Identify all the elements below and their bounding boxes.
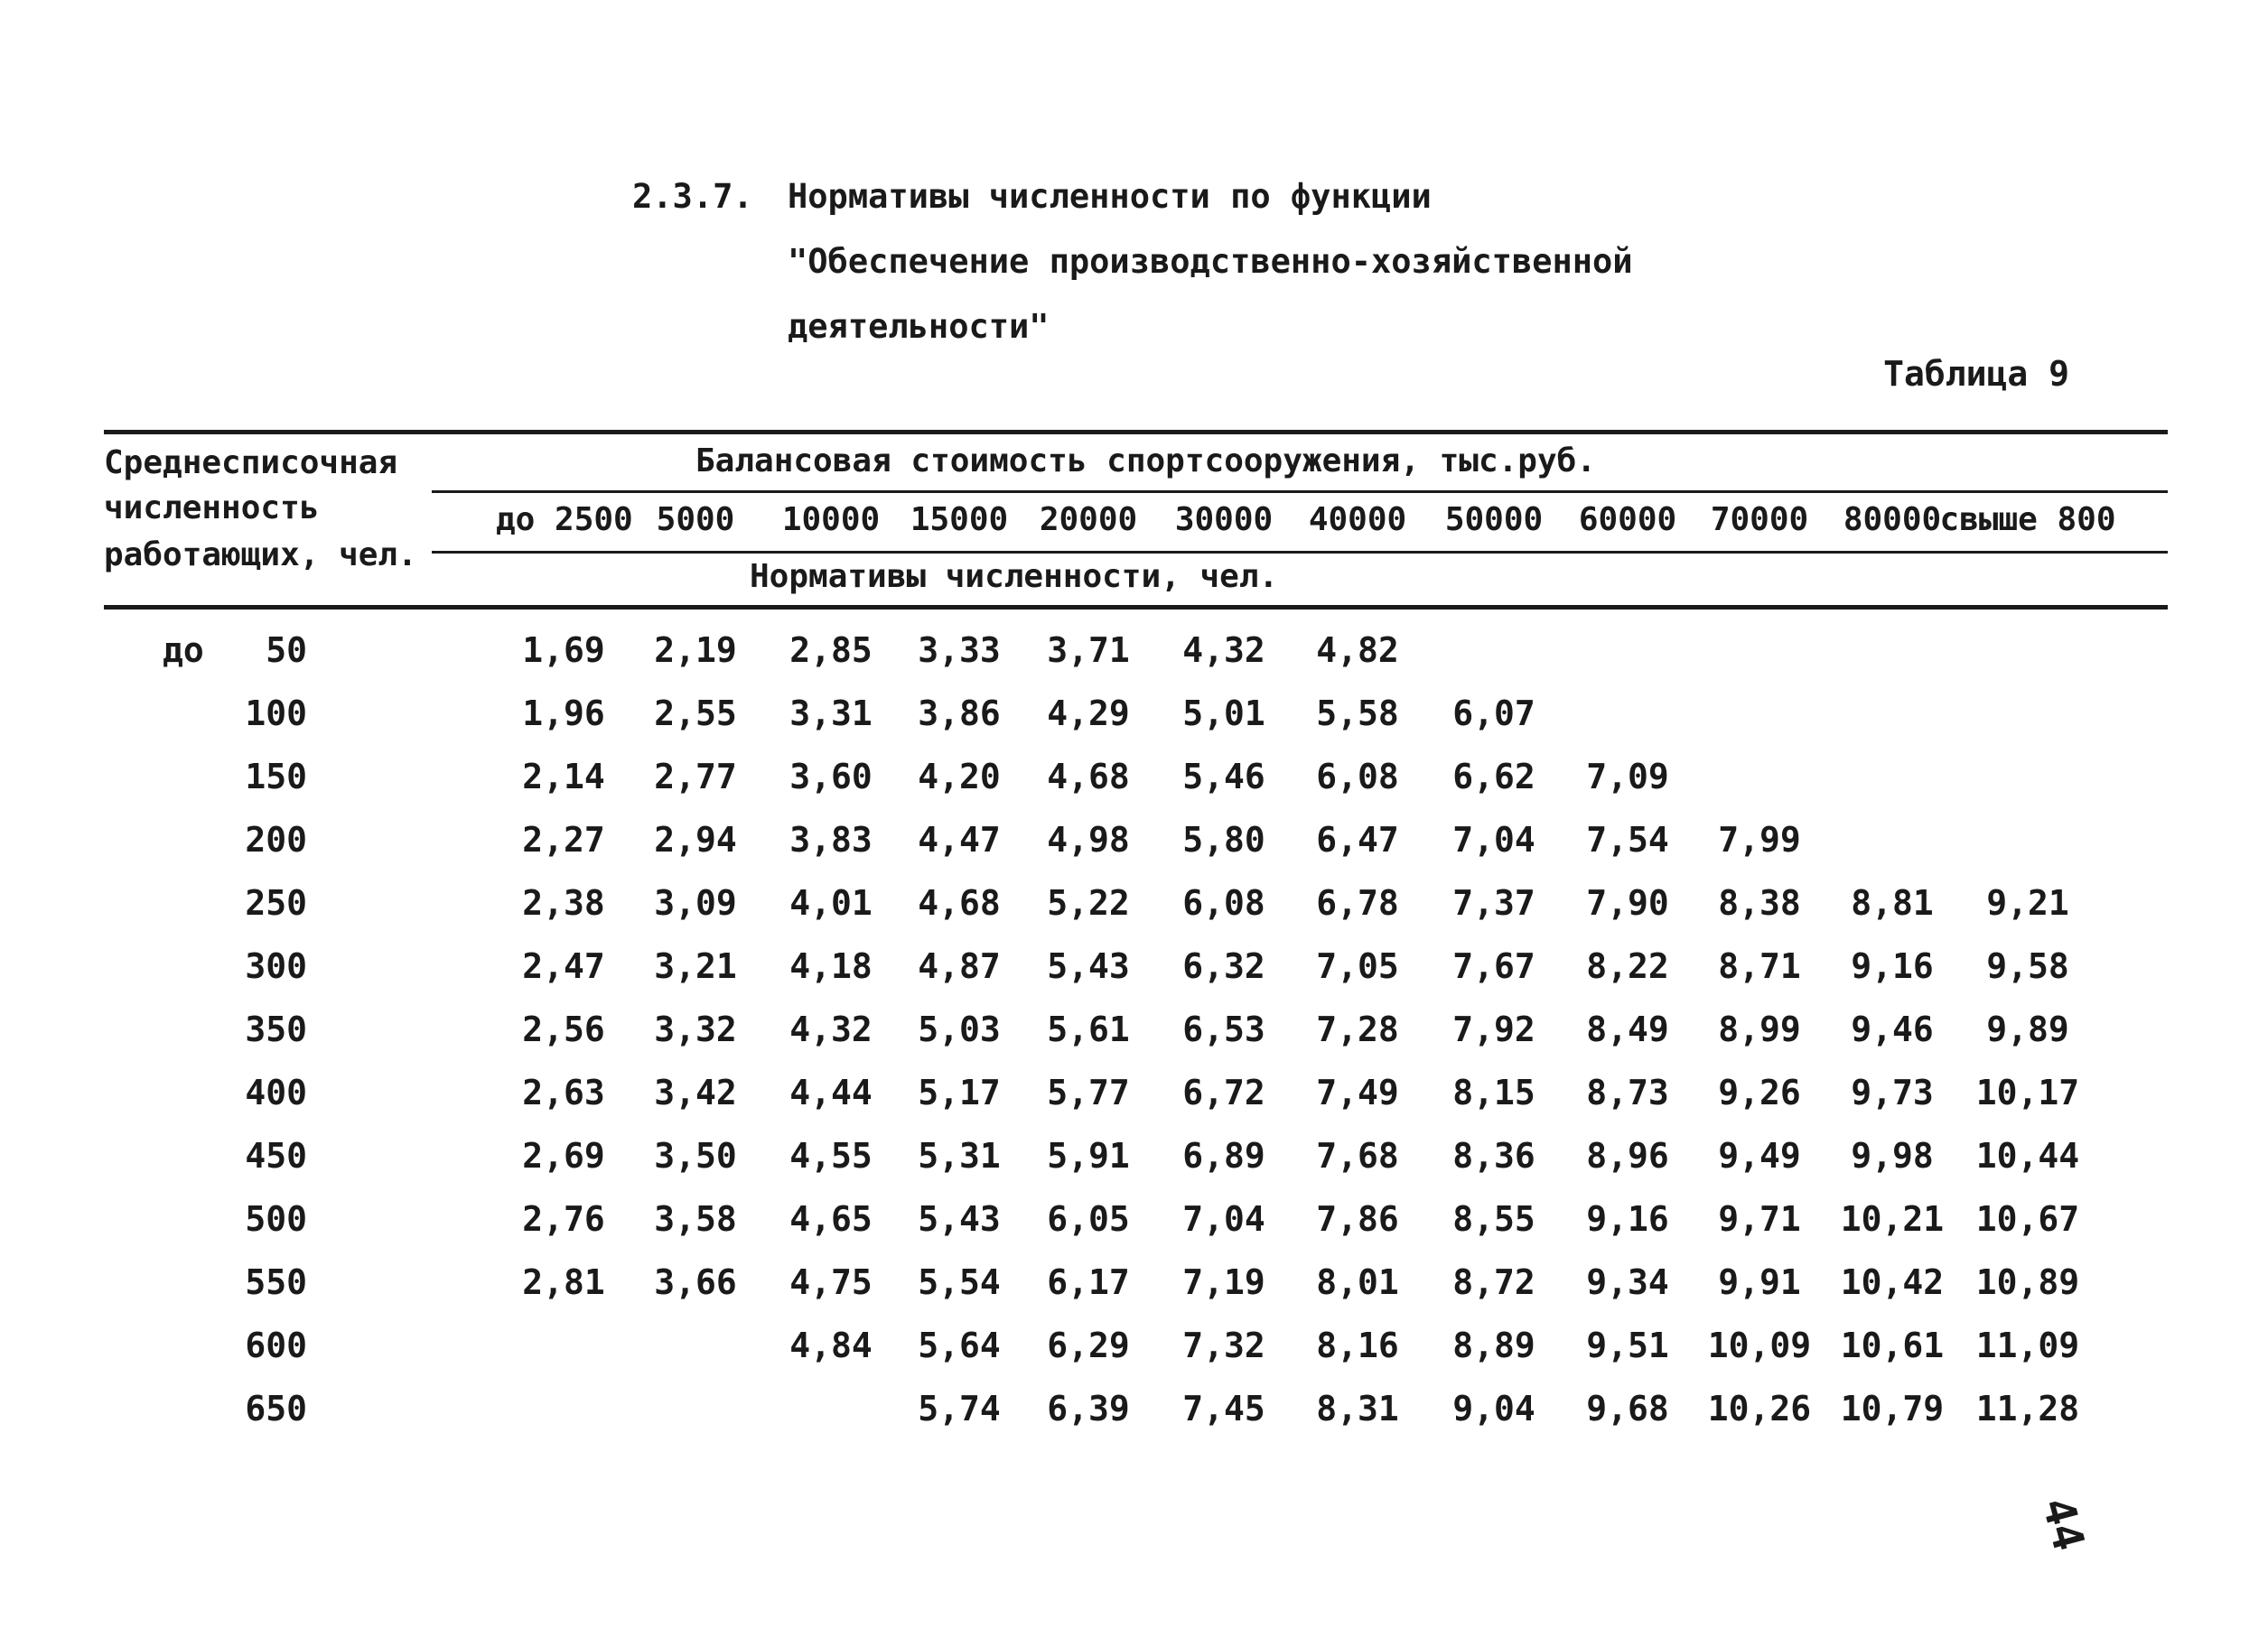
table-cell: 6,08 xyxy=(1316,757,1399,796)
table-cell: 6,62 xyxy=(1452,757,1535,796)
table-cell: 6,29 xyxy=(1047,1326,1130,1365)
table-cell: 9,46 xyxy=(1851,1010,1934,1049)
table-cell: 9,58 xyxy=(1986,946,2069,986)
table-cell: 5,74 xyxy=(918,1389,1001,1429)
table-cell: 3,33 xyxy=(918,630,1001,670)
table-cell: 7,05 xyxy=(1316,946,1399,986)
table-cell: 6,53 xyxy=(1182,1010,1265,1049)
table-cell: 11,09 xyxy=(1975,1326,2080,1365)
row-label: 450 xyxy=(245,1136,307,1176)
table-cell: 7,28 xyxy=(1316,1010,1399,1049)
table-cell: 2,63 xyxy=(522,1073,605,1112)
table-cell: 2,27 xyxy=(522,820,605,860)
group-header-rule xyxy=(432,490,2168,493)
row-label: 500 xyxy=(245,1199,307,1239)
table-cell: 9,73 xyxy=(1851,1073,1934,1112)
table-cell: 4,32 xyxy=(1182,630,1265,670)
table-cell: 3,66 xyxy=(654,1262,737,1302)
table-cell: 10,21 xyxy=(1840,1199,1945,1239)
column-header: 5000 xyxy=(656,501,735,538)
column-header-rule xyxy=(432,551,2168,554)
table-cell: 5,43 xyxy=(1047,946,1130,986)
table-cell: 9,04 xyxy=(1452,1389,1535,1429)
row-label: 200 xyxy=(245,820,307,860)
table-cell: 4,65 xyxy=(789,1199,873,1239)
table-cell: 4,55 xyxy=(789,1136,873,1176)
table-cell: 2,76 xyxy=(522,1199,605,1239)
table-cell: 4,75 xyxy=(789,1262,873,1302)
row-label: 150 xyxy=(245,757,307,796)
table-cell: 8,71 xyxy=(1718,946,1801,986)
table-cell: 7,37 xyxy=(1452,883,1535,923)
table-cell: 5,03 xyxy=(918,1010,1001,1049)
table-cell: 9,34 xyxy=(1586,1262,1669,1302)
table-cell: 1,69 xyxy=(522,630,605,670)
table-cell: 8,81 xyxy=(1851,883,1934,923)
table-cell: 8,73 xyxy=(1586,1073,1669,1112)
table-cell: 7,49 xyxy=(1316,1073,1399,1112)
table-cell: 7,90 xyxy=(1586,883,1669,923)
row-label: 300 xyxy=(245,946,307,986)
table-cell: 4,29 xyxy=(1047,693,1130,733)
row-label: 100 xyxy=(245,693,307,733)
column-header: до 2500 xyxy=(496,501,633,538)
column-header: 40000 xyxy=(1308,501,1407,538)
column-header: 30000 xyxy=(1174,501,1274,538)
table-cell: 6,32 xyxy=(1182,946,1265,986)
table-cell: 3,60 xyxy=(789,757,873,796)
table-cell: 7,67 xyxy=(1452,946,1535,986)
table-cell: 5,17 xyxy=(918,1073,1001,1112)
table-cell: 3,09 xyxy=(654,883,737,923)
table-cell: 7,32 xyxy=(1182,1326,1265,1365)
table-cell: 7,99 xyxy=(1718,820,1801,860)
table-cell: 6,72 xyxy=(1182,1073,1265,1112)
table-cell: 7,04 xyxy=(1182,1199,1265,1239)
table-cell: 3,83 xyxy=(789,820,873,860)
table-cell: 2,38 xyxy=(522,883,605,923)
column-header: 80000 xyxy=(1843,501,1942,538)
table-cell: 8,89 xyxy=(1452,1326,1535,1365)
table-cell: 4,87 xyxy=(918,946,1001,986)
table-cell: 4,68 xyxy=(1047,757,1130,796)
table-cell: 7,09 xyxy=(1586,757,1669,796)
table-cell: 4,32 xyxy=(789,1010,873,1049)
table-cell: 2,85 xyxy=(789,630,873,670)
table-cell: 7,92 xyxy=(1452,1010,1535,1049)
table-cell: 6,78 xyxy=(1316,883,1399,923)
row-label: 650 xyxy=(245,1389,307,1429)
table-cell: 5,77 xyxy=(1047,1073,1130,1112)
table-cell: 2,81 xyxy=(522,1262,605,1302)
heading-line-3: деятельности" xyxy=(788,307,1050,346)
table-cell: 7,45 xyxy=(1182,1389,1265,1429)
table-cell: 1,96 xyxy=(522,693,605,733)
column-header: 50000 xyxy=(1444,501,1544,538)
table-cell: 11,28 xyxy=(1975,1389,2080,1429)
table-cell: 9,91 xyxy=(1718,1262,1801,1302)
table-cell: 10,61 xyxy=(1840,1326,1945,1365)
page-mark: 44 xyxy=(2031,1492,2095,1557)
table-cell: 8,15 xyxy=(1452,1073,1535,1112)
row-prefix: до xyxy=(163,630,204,670)
table-cell: 9,89 xyxy=(1986,1010,2069,1049)
table-cell: 7,19 xyxy=(1182,1262,1265,1302)
table-cell: 8,55 xyxy=(1452,1199,1535,1239)
table-cell: 4,18 xyxy=(789,946,873,986)
table-cell: 5,58 xyxy=(1316,693,1399,733)
table-cell: 7,86 xyxy=(1316,1199,1399,1239)
table-cell: 10,17 xyxy=(1975,1073,2080,1112)
table-cell: 7,04 xyxy=(1452,820,1535,860)
row-label: 550 xyxy=(245,1262,307,1302)
table-cell: 5,43 xyxy=(918,1199,1001,1239)
table-cell: 10,26 xyxy=(1707,1389,1812,1429)
table-cell: 4,82 xyxy=(1316,630,1399,670)
table-cell: 2,69 xyxy=(522,1136,605,1176)
table-cell: 8,22 xyxy=(1586,946,1669,986)
table-cell: 9,51 xyxy=(1586,1326,1669,1365)
table-cell: 8,31 xyxy=(1316,1389,1399,1429)
table-cell: 8,72 xyxy=(1452,1262,1535,1302)
table-cell: 5,91 xyxy=(1047,1136,1130,1176)
table-cell: 9,16 xyxy=(1586,1199,1669,1239)
row-header-line-2: численность xyxy=(104,489,320,526)
table-cell: 3,42 xyxy=(654,1073,737,1112)
table-cell: 6,07 xyxy=(1452,693,1535,733)
table-cell: 10,42 xyxy=(1840,1262,1945,1302)
table-cell: 3,32 xyxy=(654,1010,737,1049)
table-cell: 4,47 xyxy=(918,820,1001,860)
table-cell: 3,50 xyxy=(654,1136,737,1176)
table-cell: 6,17 xyxy=(1047,1262,1130,1302)
group-header: Балансовая стоимость спортсооружения, тыс.руб. xyxy=(695,442,1596,479)
table-cell: 9,49 xyxy=(1718,1136,1801,1176)
column-header: 20000 xyxy=(1039,501,1138,538)
heading-line-1: Нормативы численности по функции xyxy=(788,177,1432,216)
table-cell: 3,86 xyxy=(918,693,1001,733)
row-label: 250 xyxy=(245,883,307,923)
table-cell: 2,77 xyxy=(654,757,737,796)
table-cell: 10,44 xyxy=(1975,1136,2080,1176)
table-cell: 3,21 xyxy=(654,946,737,986)
table-cell: 10,09 xyxy=(1707,1326,1812,1365)
table-top-rule xyxy=(104,430,2168,434)
column-header: 15000 xyxy=(910,501,1009,538)
table-cell: 2,14 xyxy=(522,757,605,796)
table-cell: 4,98 xyxy=(1047,820,1130,860)
table-cell: 2,55 xyxy=(654,693,737,733)
table-cell: 6,89 xyxy=(1182,1136,1265,1176)
table-cell: 9,71 xyxy=(1718,1199,1801,1239)
table-cell: 9,21 xyxy=(1986,883,2069,923)
table-cell: 10,89 xyxy=(1975,1262,2080,1302)
table-cell: 5,01 xyxy=(1182,693,1265,733)
row-label: 400 xyxy=(245,1073,307,1112)
row-label: 350 xyxy=(245,1010,307,1049)
row-label: 600 xyxy=(245,1326,307,1365)
heading-line-2: "Обеспечение производственно-хозяйственной xyxy=(788,242,1633,281)
table-cell: 3,58 xyxy=(654,1199,737,1239)
table-cell: 6,05 xyxy=(1047,1199,1130,1239)
table-cell: 6,47 xyxy=(1316,820,1399,860)
table-cell: 6,39 xyxy=(1047,1389,1130,1429)
table-cell: 9,26 xyxy=(1718,1073,1801,1112)
table-cell: 2,19 xyxy=(654,630,737,670)
sub-header: Нормативы численности, чел. xyxy=(750,558,1279,595)
table-cell: 4,68 xyxy=(918,883,1001,923)
table-cell: 5,31 xyxy=(918,1136,1001,1176)
table-cell: 8,99 xyxy=(1718,1010,1801,1049)
column-header: 10000 xyxy=(781,501,881,538)
column-header: свыше 800 xyxy=(1939,501,2116,538)
table-cell: 2,56 xyxy=(522,1010,605,1049)
table-cell: 8,96 xyxy=(1586,1136,1669,1176)
table-cell: 6,08 xyxy=(1182,883,1265,923)
header-bottom-rule xyxy=(104,605,2168,610)
table-cell: 8,38 xyxy=(1718,883,1801,923)
table-cell: 5,80 xyxy=(1182,820,1265,860)
table-cell: 5,54 xyxy=(918,1262,1001,1302)
table-cell: 9,98 xyxy=(1851,1136,1934,1176)
table-cell: 4,84 xyxy=(789,1326,873,1365)
table-cell: 9,16 xyxy=(1851,946,1934,986)
table-cell: 9,68 xyxy=(1586,1389,1669,1429)
row-header-line-3: работающих, чел. xyxy=(104,536,417,573)
table-cell: 4,20 xyxy=(918,757,1001,796)
table-cell: 5,22 xyxy=(1047,883,1130,923)
row-header-line-1: Среднесписочная xyxy=(104,444,398,481)
table-cell: 4,01 xyxy=(789,883,873,923)
table-cell: 4,44 xyxy=(789,1073,873,1112)
section-number: 2.3.7. xyxy=(632,177,753,216)
row-label: 50 xyxy=(266,630,307,670)
table-cell: 7,54 xyxy=(1586,820,1669,860)
table-cell: 8,16 xyxy=(1316,1326,1399,1365)
table-cell: 2,47 xyxy=(522,946,605,986)
table-cell: 8,36 xyxy=(1452,1136,1535,1176)
table-cell: 8,01 xyxy=(1316,1262,1399,1302)
table-cell: 3,31 xyxy=(789,693,873,733)
table-cell: 5,64 xyxy=(918,1326,1001,1365)
column-header: 60000 xyxy=(1578,501,1677,538)
column-header: 70000 xyxy=(1710,501,1809,538)
table-cell: 10,67 xyxy=(1975,1199,2080,1239)
table-cell: 7,68 xyxy=(1316,1136,1399,1176)
table-cell: 5,61 xyxy=(1047,1010,1130,1049)
table-cell: 5,46 xyxy=(1182,757,1265,796)
table-label: Таблица 9 xyxy=(1883,354,2069,394)
table-cell: 2,94 xyxy=(654,820,737,860)
table-cell: 10,79 xyxy=(1840,1389,1945,1429)
table-cell: 8,49 xyxy=(1586,1010,1669,1049)
table-cell: 3,71 xyxy=(1047,630,1130,670)
